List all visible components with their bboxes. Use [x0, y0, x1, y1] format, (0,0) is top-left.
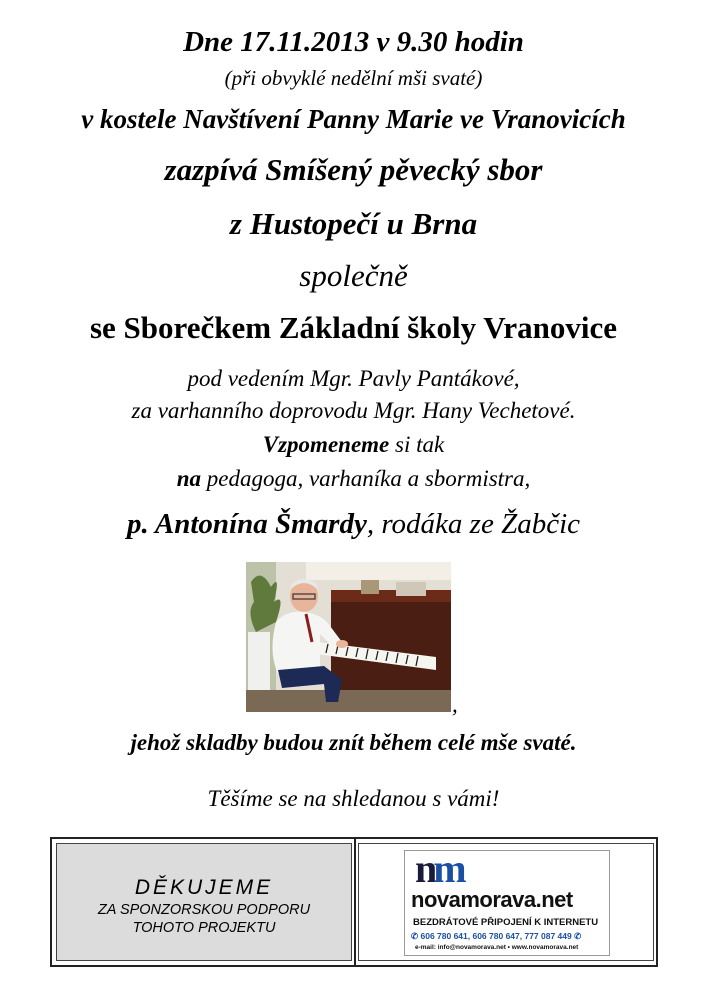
event-date: Dne 17.11.2013 v 9.30 hodin [183, 26, 524, 58]
sponsor-line-1: ZA SPONZORSKOU PODPORU [97, 902, 311, 918]
teacher-rest: pedagoga, varhaníka a sbormistra, [201, 466, 531, 491]
thanks-title: DĚKUJEME [134, 876, 274, 899]
remember-rest: si tak [389, 432, 445, 457]
honoree-line [0, 508, 707, 541]
thanks-panel [56, 843, 352, 961]
compositions-line: jehož skladby budou znít během celé mše svaté. [130, 730, 577, 755]
logo-mark-n: n [415, 846, 434, 891]
teacher-line [0, 466, 707, 492]
trailing-comma: , [452, 692, 458, 717]
honoree-origin: , rodáka ze Žabčic [366, 508, 581, 540]
choir-heading: zazpívá Smíšený pěvecký sbor [164, 152, 543, 187]
remember-bold: Vzpomeneme [262, 432, 390, 457]
footer-divider [354, 839, 356, 965]
school-choir: se Sborečkem Základní školy Vranovice [89, 310, 618, 345]
logo-phones: ✆ 606 780 641, 606 780 647, 777 087 449 ✆ [411, 931, 582, 941]
organ-line: za varhanního doprovodu Mgr. Hany Vechetové. [131, 398, 576, 423]
closing-line: Těšíme se na shledanou s vámi! [207, 786, 500, 811]
event-location: v kostele Navštívení Panny Marie ve Vranovicích [81, 104, 626, 134]
logo-name: novamorava.net [411, 887, 573, 912]
remember-line [0, 432, 707, 458]
event-occasion: (při obvyklé nedělní mši svaté) [224, 66, 483, 90]
logo-mark-m: m [433, 846, 463, 891]
logo-mark [415, 845, 463, 892]
novamorava-logo [404, 846, 610, 956]
sponsor-line-2: TOHOTO PROJEKTU [132, 920, 276, 936]
sponsor-logo-panel [358, 843, 654, 961]
pianist-photo [246, 562, 451, 712]
sponsor-box [50, 837, 658, 967]
conductor-line: pod vedením Mgr. Pavly Pantákové, [187, 366, 520, 391]
teacher-bold: na [176, 466, 202, 491]
logo-tagline: BEZDRÁTOVÉ PŘIPOJENÍ K INTERNETU [413, 917, 599, 928]
choir-origin: z Hustopečí u Brna [229, 206, 478, 241]
honoree-name: p. Antonína Šmardy [126, 508, 367, 540]
logo-web: e-mail: info@novamorava.net • www.novamorava.net [415, 944, 579, 951]
pianist-illustration [246, 562, 451, 712]
together-text: společně [299, 258, 408, 293]
